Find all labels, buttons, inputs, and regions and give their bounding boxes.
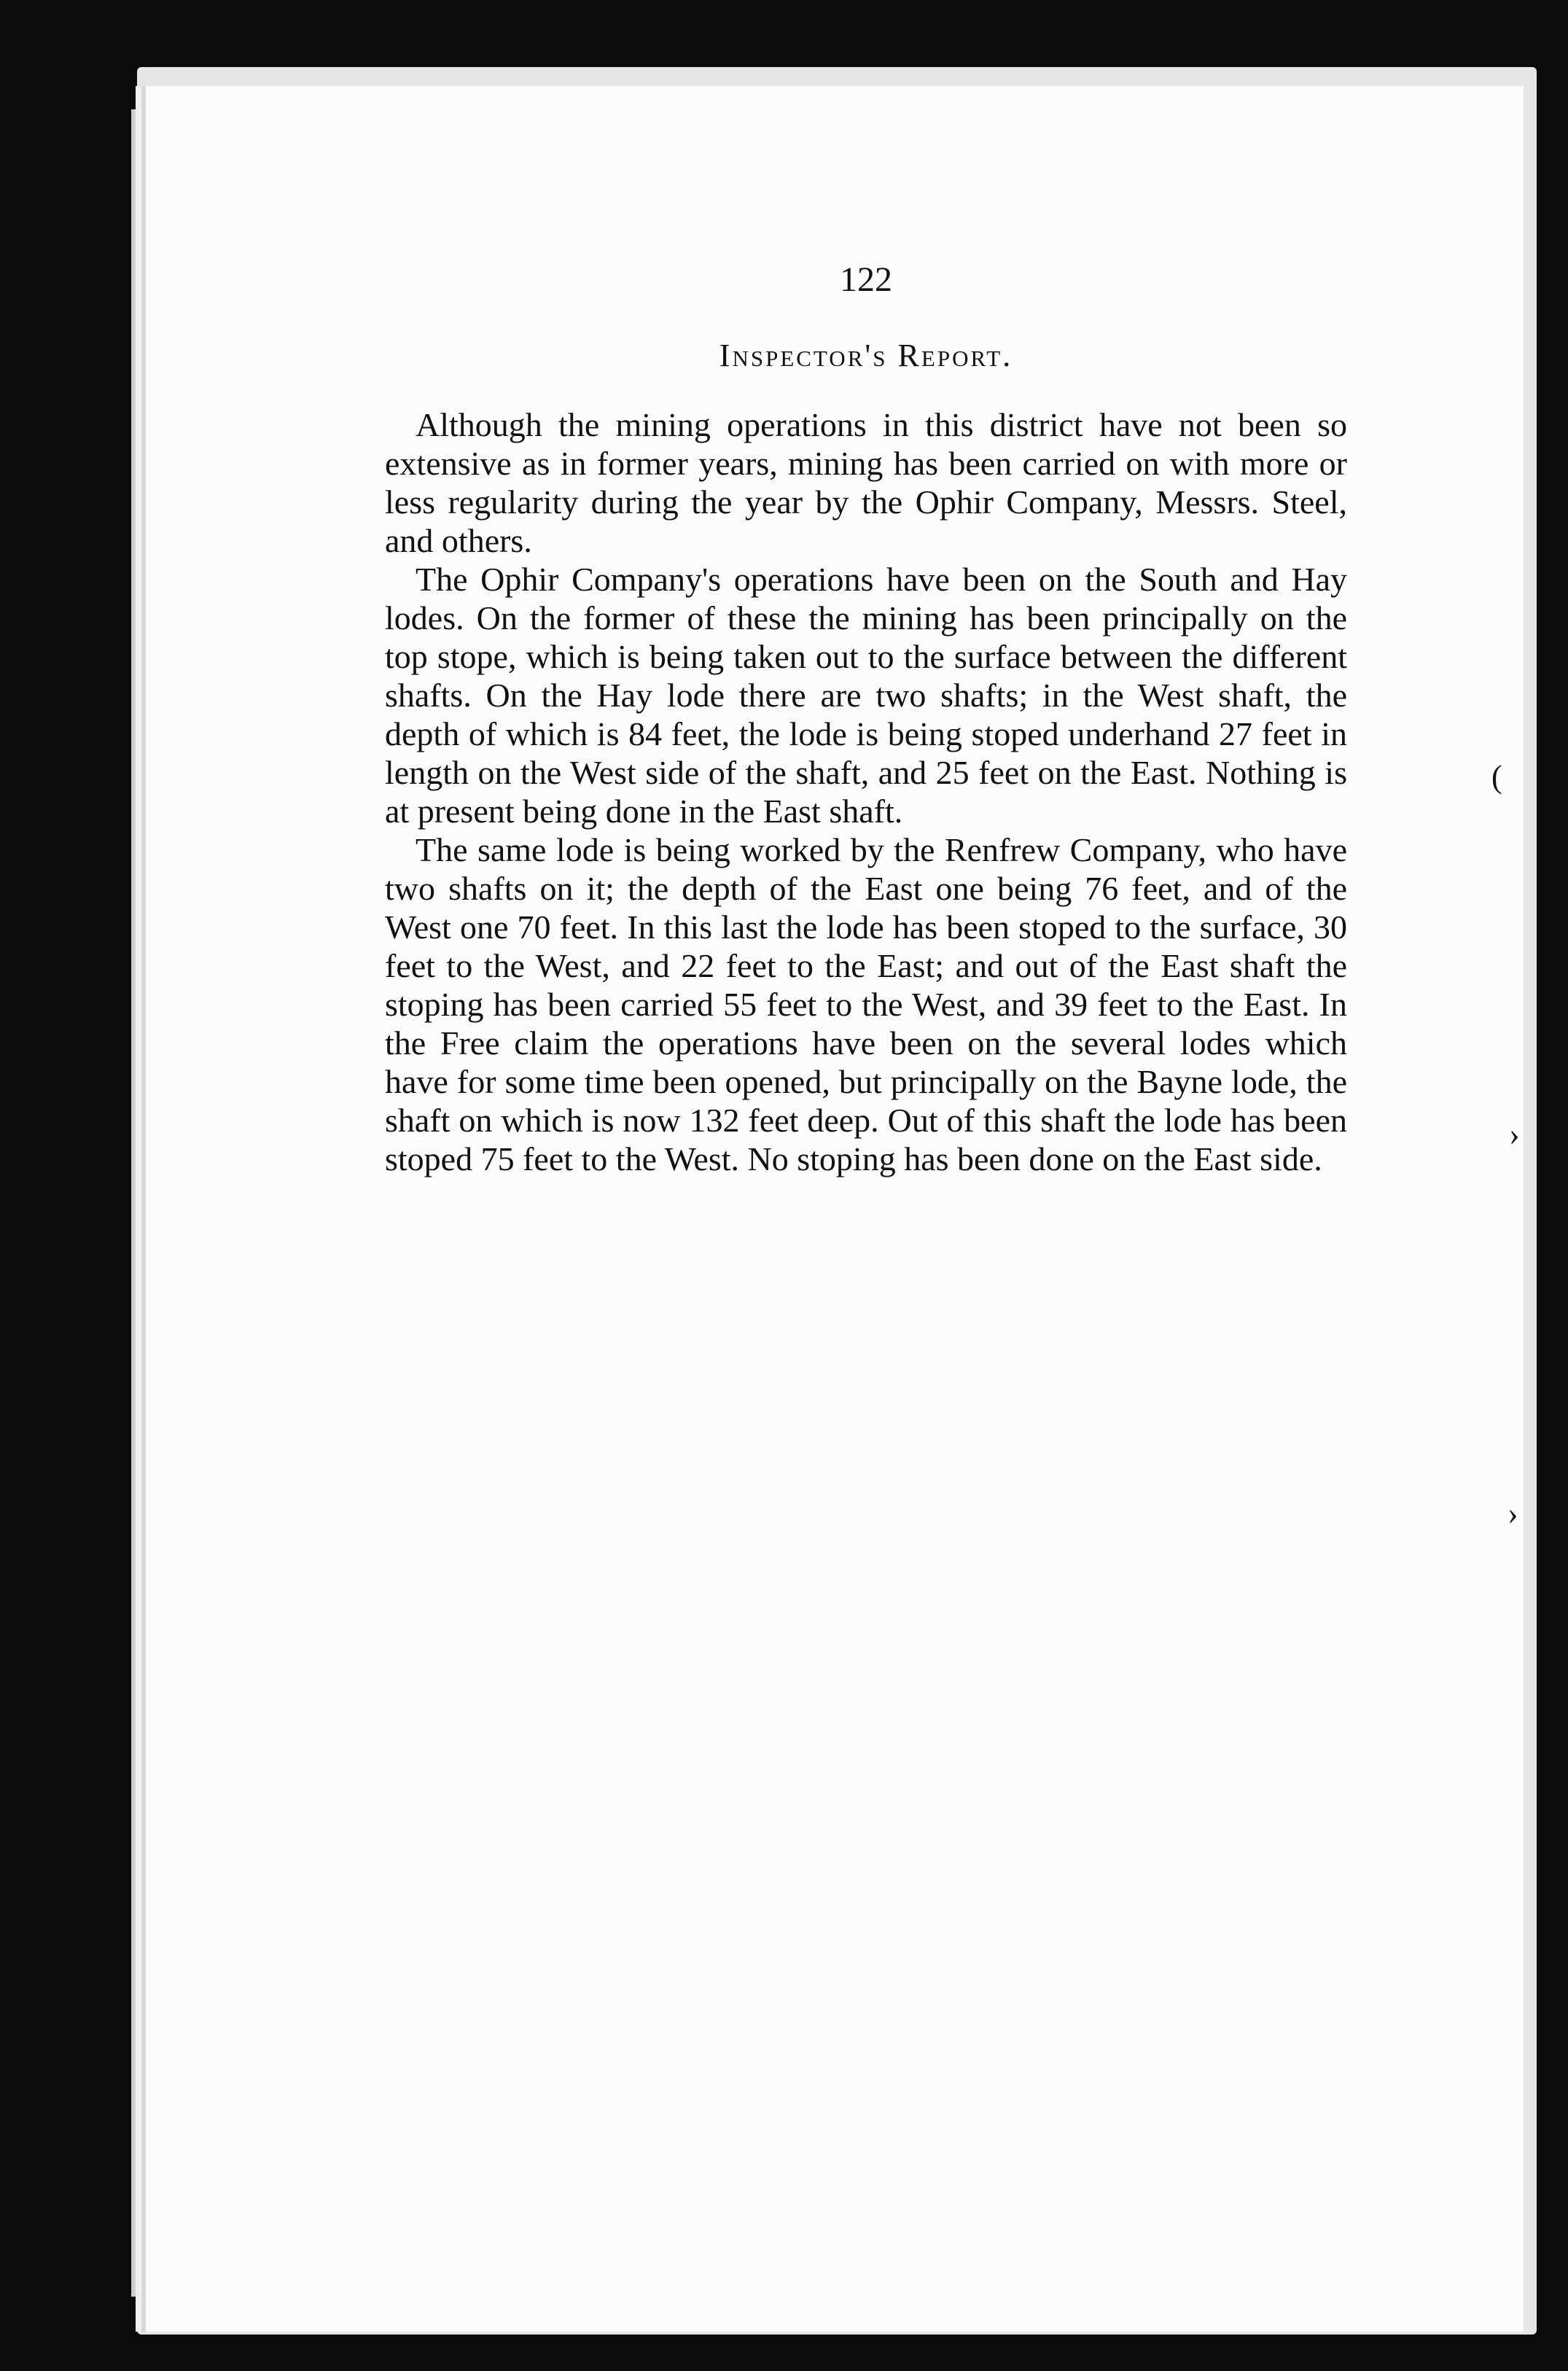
running-head: Inspector's Report. (719, 338, 1013, 373)
margin-mark: › (1509, 1116, 1520, 1152)
paragraph-2: The Ophir Company's operations have been on the South and Hay lodes. On the former of these the mining has been principally on the top stope, which is being taken out to the surface between the different shafts. On the Hay lode there are two shafts; in the West shaft, the depth of which is 84 feet, the lode is being stoped underhand 27 feet in length on the West side of the shaft, and 25 feet on the East. Nothing is at present being done in the East shaft. (385, 561, 1347, 830)
paragraph-1: Although the mining operations in this district have not been so extensive as in former years, mining has been carried on with more or less regularity during the year by the Ophir Company, Messrs. Steel, and others. (385, 406, 1347, 559)
page-number: 122 (840, 260, 892, 299)
margin-mark: ( (1491, 759, 1502, 795)
paragraph-3: The same lode is being worked by the Renfrew Company, who have two shafts on it; the depth of the East one being 76 feet, and of the West one 70 feet. In this last the lode has been stoped to the surface, 30 feet to the West, and 22 feet to the East; and out of the East shaft the stoping has been carried 55 feet to the West, and 39 feet to the East. In the Free claim the operations have been on the several lodes which have for some time been opened, but principally on the Bayne lode, the shaft on which is now 132 feet deep. Out of this shaft the lode has been stoped 75 feet to the West. No stoping has been done on the East side. (385, 831, 1347, 1177)
body-text (385, 405, 1347, 1178)
margin-mark: › (1507, 1495, 1518, 1531)
